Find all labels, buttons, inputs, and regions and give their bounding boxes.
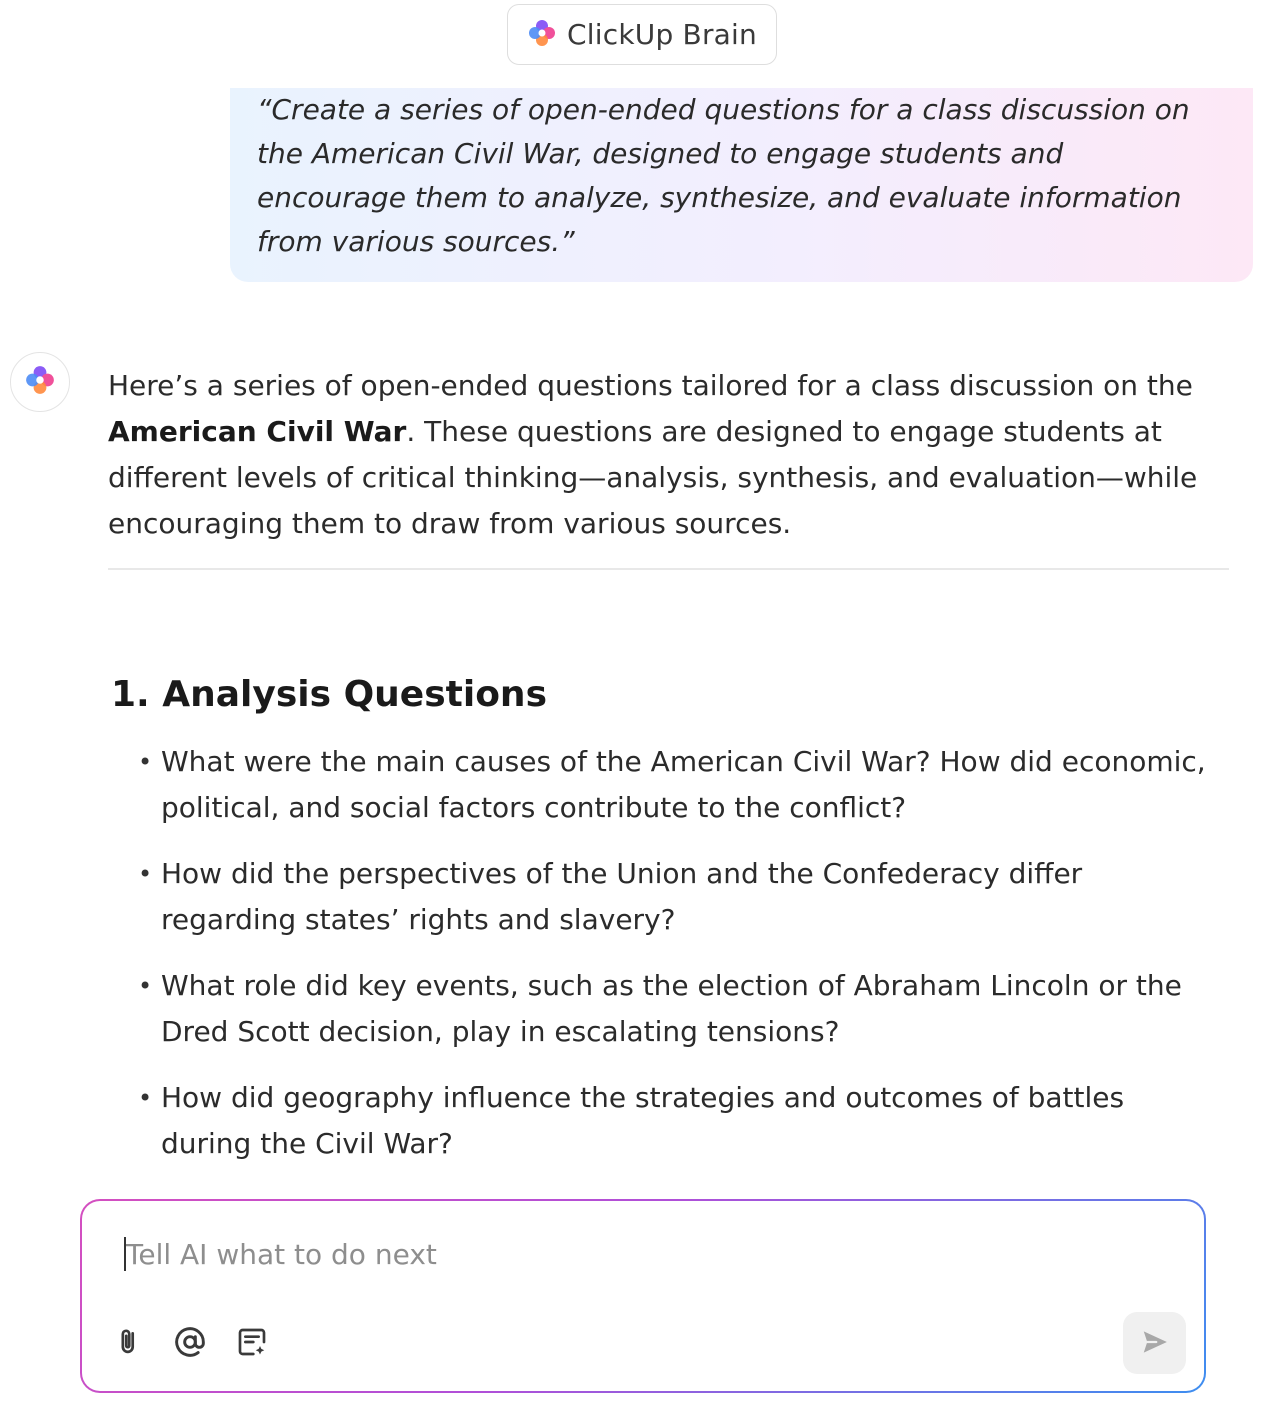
ai-avatar xyxy=(10,352,70,412)
ai-prompt-input[interactable] xyxy=(122,1231,1126,1277)
list-item xyxy=(108,851,1218,943)
intro-text-before: Here’s a series of open-ended questions tailored for a class discussion on the xyxy=(108,369,1193,402)
bullet-glyph: • xyxy=(138,972,153,1000)
intro-bold-topic: American Civil War xyxy=(108,415,407,448)
list-item xyxy=(108,1075,1218,1167)
bullet-glyph: • xyxy=(138,1084,153,1112)
clickup-brain-pill[interactable] xyxy=(507,4,777,65)
bullet-glyph: • xyxy=(138,748,153,776)
at-mention-icon[interactable] xyxy=(173,1325,207,1359)
ai-composer xyxy=(80,1199,1206,1393)
paperclip-icon[interactable] xyxy=(112,1325,146,1359)
send-icon xyxy=(1140,1327,1170,1360)
send-button[interactable] xyxy=(1123,1312,1186,1374)
intro-text-after: . These questions are designed to engage students at different levels of critical thinking—analysis, synthesis, and evaluation—while encouraging them to draw from various sources. xyxy=(108,415,1198,540)
question-list xyxy=(108,739,1218,1187)
list-item xyxy=(108,963,1218,1055)
question-text: How did the perspectives of the Union and the Confederacy differ regarding states’ rights and slavery? xyxy=(161,857,1083,936)
user-prompt-bubble xyxy=(230,88,1253,282)
clickup-brain-avatar-icon xyxy=(24,364,56,400)
ai-notes-icon[interactable] xyxy=(235,1325,269,1359)
user-prompt-text: “Create a series of open-ended questions for a class discussion on the American Civil War, designed to engage students and encourage them to analyze, synthesize, and evaluate information from various sources.” xyxy=(257,93,1190,258)
section-heading: 1. Analysis Questions xyxy=(111,674,547,715)
clickup-brain-label: ClickUp Brain xyxy=(567,18,757,51)
question-text: What role did key events, such as the election of Abraham Lincoln or the Dred Scott decision, play in escalating tensions? xyxy=(161,969,1182,1048)
question-text: What were the main causes of the American Civil War? How did economic, political, and social factors contribute to the conflict? xyxy=(161,745,1206,824)
response-intro xyxy=(108,363,1238,547)
question-text: How did geography influence the strategies and outcomes of battles during the Civil War? xyxy=(161,1081,1125,1160)
text-caret xyxy=(124,1237,126,1271)
response-divider xyxy=(108,568,1229,570)
list-item xyxy=(108,739,1218,831)
clickup-brain-icon xyxy=(527,18,557,52)
bullet-glyph: • xyxy=(138,860,153,888)
